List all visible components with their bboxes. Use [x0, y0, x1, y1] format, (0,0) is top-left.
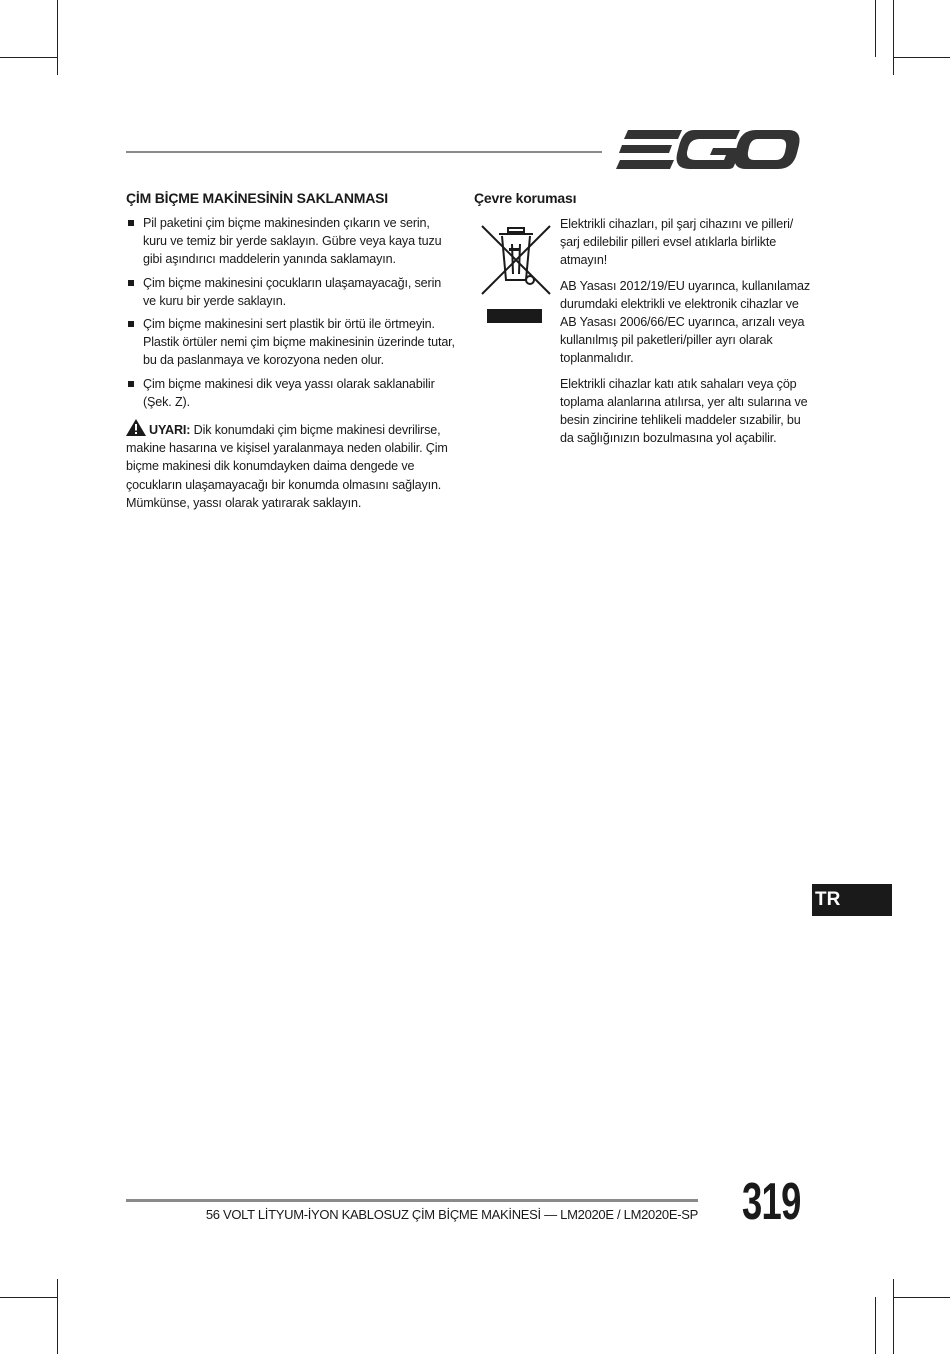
storage-bullet-list	[126, 214, 456, 411]
bullet-square-icon	[128, 280, 134, 286]
bullet-text: Çim biçme makinesi dik veya yassı olarak saklanabilir (Şek. Z).	[143, 376, 435, 409]
crop-mark	[875, 0, 876, 57]
crop-mark	[0, 1297, 57, 1298]
crop-mark	[57, 0, 58, 75]
list-item	[126, 375, 456, 411]
bin-underline-bar	[487, 309, 542, 323]
storage-section	[126, 190, 456, 512]
page-number: 319	[742, 1173, 801, 1231]
footer-title: 56 VOLT LİTYUM-İYON KABLOSUZ ÇİM BİÇME MAKİNESİ — LM2020E / LM2020E-SP	[205, 1207, 698, 1222]
list-item	[126, 274, 456, 310]
crop-mark	[893, 1279, 894, 1354]
paragraph: Elektrikli cihazları, pil şarj cihazını ve pilleri/şarj edilebilir pilleri evsel atıklarla birlikte atmayın!	[560, 217, 794, 268]
bullet-square-icon	[128, 321, 134, 327]
warning-triangle-icon	[126, 419, 146, 436]
crop-mark	[875, 1297, 876, 1354]
list-item	[126, 315, 456, 370]
crop-mark	[893, 1297, 950, 1298]
environment-section	[474, 190, 810, 446]
crop-mark	[57, 1279, 58, 1354]
storage-heading: ÇİM BİÇME MAKİNESİNİN SAKLANMASI	[126, 190, 388, 206]
bullet-text: Çim biçme makinesini sert plastik bir örtü ile örtmeyin. Plastik örtüler nemi çim biçme makinesinin üzerinde tutar, bu da paslanmaya ve korozyona neden olur.	[143, 317, 455, 368]
warning-label: UYARI:	[149, 423, 191, 438]
crop-mark	[0, 57, 57, 58]
footer-rule	[126, 1199, 698, 1202]
warning-text: Dik konumdaki çim biçme makinesi devrilirse, makine hasarına ve kişisel yaralanmaya neden olabilir. Çim biçme makinesi dik konumdayken daima dengede ve çocukların ulaşamayacağı bir konumda olmasını sağlayın. Mümkünse, yassı olarak yatırarak saklayın.	[126, 423, 448, 510]
bullet-text: Çim biçme makinesini çocukların ulaşamayacağı, serin ve kuru bir yerde saklayın.	[143, 275, 442, 308]
header-rule	[126, 151, 602, 153]
crop-mark	[893, 0, 894, 75]
paragraph: AB Yasası 2012/19/EU uyarınca, kullanılamaz durumdaki elektrikli ve elektronik cihazlar ve AB Yasası 2006/66/EC uyarınca, arızalı veya kullanılmış pil paketleri/piller ayrı olarak toplanmalıdır.	[560, 278, 810, 366]
bullet-square-icon	[128, 220, 134, 226]
list-item	[126, 214, 456, 269]
environment-heading: Çevre koruması	[474, 190, 577, 206]
ego-logo	[616, 128, 800, 172]
bullet-text: Pil paketini çim biçme makinesinden çıkarın ve serin, kuru ve temiz bir yerde saklayın. Gübre veya kaya tuzu gibi aşındırıcı maddelerin yanında saklamayın.	[143, 216, 442, 267]
warning-block	[126, 419, 456, 512]
bullet-square-icon	[128, 381, 134, 387]
language-tab: TR	[812, 884, 892, 916]
crop-mark	[893, 57, 950, 58]
environment-text	[560, 215, 810, 454]
paragraph: Elektrikli cihazlar katı atık sahaları veya çöp toplama alanlarına atılırsa, yer altı sularına ve besin zincirine tehlikeli maddeler sızabilir, bu da sağlığınızın bozulmasına yol açabilir.	[560, 376, 808, 446]
